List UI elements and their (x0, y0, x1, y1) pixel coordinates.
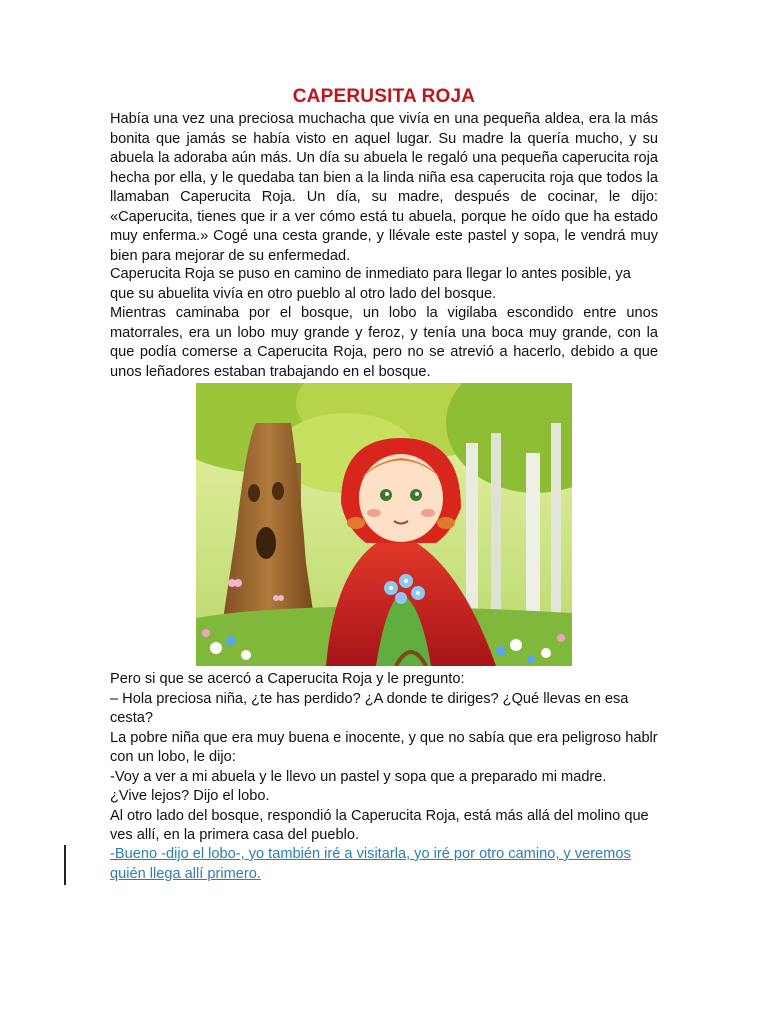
dialogue-line: La pobre niña que era muy buena e inocente, y que no sabía que era peligroso hablr con un lobo, le dijo: (110, 729, 658, 765)
document-title: CAPERUSITA ROJA (292, 86, 476, 107)
paragraph-intro: Había una vez una preciosa muchacha que vivía en una pequeña aldea, era la más bonita que jamás se había visto en aquel lugar. Su madre la quería mucho, y su abuela la adoraba aún más. Un día su abuela le regaló una pequeña caperucita roja hecha por ella, y le quedaba tan bien a la linda niña esa caperucita roja que todos la llamaban Caperucita Roja. Un día, su madre, después de cocinar, le dijo: «Caperucita, tienes que ir a ver cómo está tu abuela, porque he oído que ha estado muy enferma.» Cogé una cesta grande, y llévale este pastel y sopa, le vendrá muy bien para mejorar de su enfermedad. (110, 111, 658, 264)
story-illustration (196, 383, 572, 666)
illustration-red-riding-hood (196, 383, 572, 666)
revision-change-bar (64, 845, 66, 885)
dialogue-line: ¿Vive lejos? Dijo el lobo. (110, 788, 270, 804)
dialogue-line: – Hola preciosa niña, ¿te has perdido? ¿A donde te diriges? ¿Qué llevas en esa cesta? (110, 690, 629, 726)
dialogue-line: -Voy a ver a mi abuela y le llevo un pastel y sopa que a preparado mi madre. (110, 768, 607, 785)
dialogue-line: Pero si que se acercó a Caperucita Roja y le pregunto: (110, 671, 465, 687)
dialogue-block (110, 670, 658, 846)
paragraph-journey: Caperucita Roja se puso en camino de inmediato para llegar lo antes posible, ya que su abuelita vivía en otro pueblo al otro lado del bosque. (110, 266, 631, 302)
hyperlink-paragraph[interactable]: -Bueno -dijo el lobo-, yo también iré a visitarla, yo iré por otro camino, y veremos quién llega allí primero. (110, 846, 631, 882)
paragraph-wolf: Mientras caminaba por el bosque, un lobo la vigilaba escondido entre unos matorrales, era un lobo muy grande y feroz, y tenía una boca muy grande, con la que podía comerse a Caperucita Roja, pero no se atrevió a hacerlo, debido a que unos leñadores estaban trabajando en el bosque. (110, 305, 658, 380)
dialogue-line: Al otro lado del bosque, respondió la Caperucita Roja, está más allá del molino que ves allí, en la primera casa del pueblo. (110, 807, 649, 843)
